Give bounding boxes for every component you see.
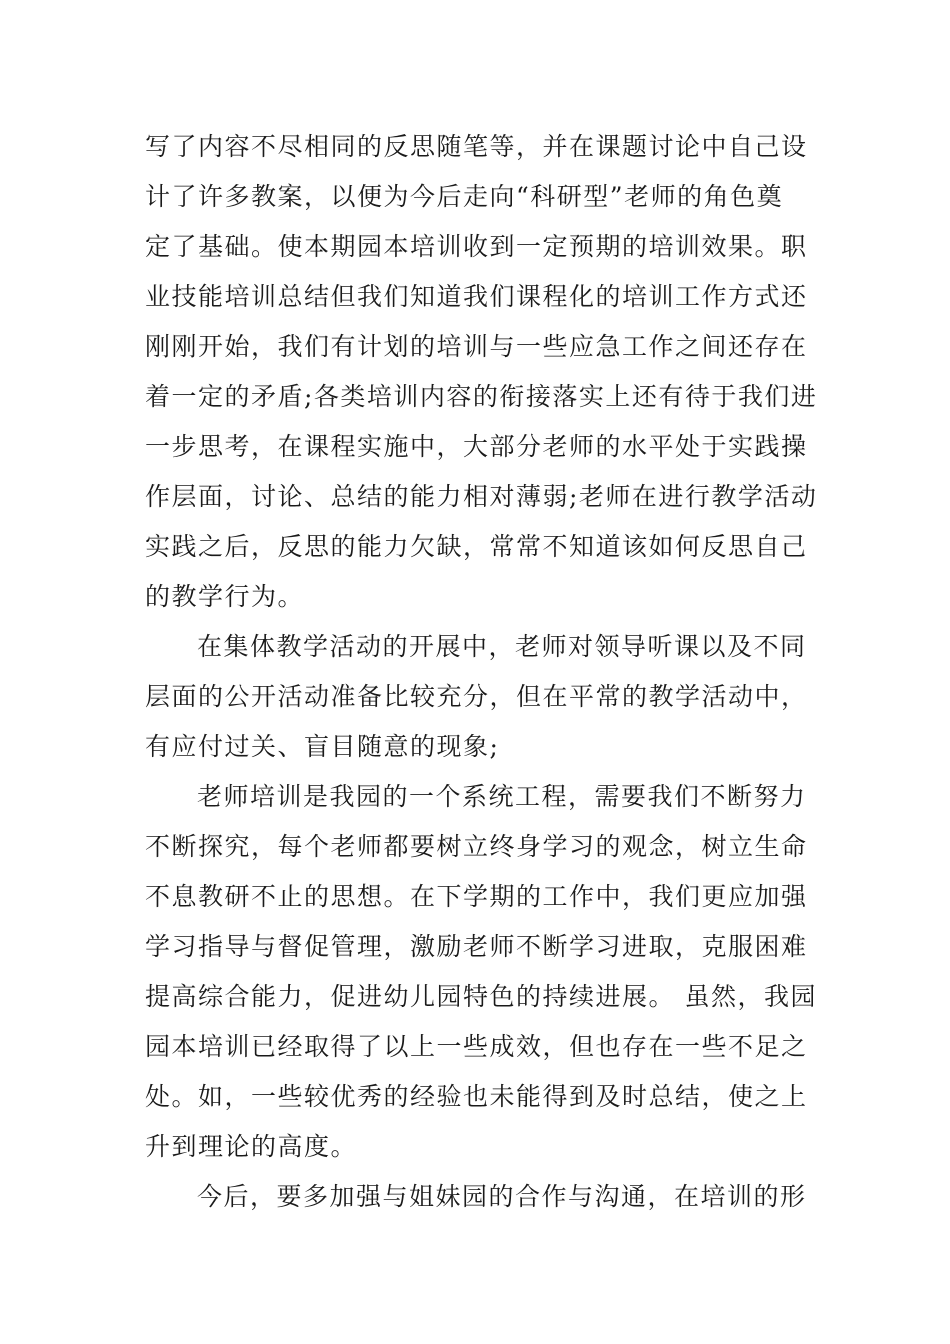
- text-line: 不断探究，每个老师都要树立终身学习的观念，树立生命: [145, 832, 808, 861]
- text-line: 园本培训已经取得了以上一些成效，但也存在一些不足之: [145, 1032, 808, 1061]
- text-line: 层面的公开活动准备比较充分，但在平常的教学活动中，: [145, 682, 808, 711]
- text-line: 刚刚开始，我们有计划的培训与一些应急工作之间还存在: [145, 332, 808, 361]
- text-line: 的教学行为。: [145, 582, 305, 611]
- text-line: 升到理论的高度。: [145, 1132, 358, 1161]
- text-line: 写了内容不尽相同的反思随笔等，并在课题讨论中自己设: [145, 132, 808, 161]
- text-line: 学习指导与督促管理，激励老师不断学习进取，克服困难: [145, 932, 808, 961]
- text-line: 有应付过关、盲目随意的现象;: [145, 732, 500, 761]
- text-line: 着一定的矛盾;各类培训内容的衔接落实上还有待于我们进: [145, 382, 818, 411]
- text-line: 一步思考，在课程实施中，大部分老师的水平处于实践操: [145, 432, 808, 461]
- document-body: [145, 122, 818, 1222]
- text-line: 业技能培训总结但我们知道我们课程化的培训工作方式还: [145, 282, 808, 311]
- text-line: 不息教研不止的思想。在下学期的工作中，我们更应加强: [145, 882, 808, 911]
- text-line: 处。如，一些较优秀的经验也未能得到及时总结，使之上: [145, 1082, 808, 1111]
- paragraph-first-line: 今后，要多加强与姐妹园的合作与沟通，在培训的形: [197, 1182, 807, 1211]
- paragraph-first-line: 在集体教学活动的开展中，老师对领导听课以及不同: [197, 632, 807, 661]
- text-line: 实践之后，反思的能力欠缺，常常不知道该如何反思自己: [145, 532, 808, 561]
- text-line: 计了许多教案，以便为今后走向“科研型”老师的角色奠: [145, 182, 784, 211]
- text-line: 提高综合能力，促进幼儿园特色的持续进展。 虽然，我园: [145, 982, 817, 1011]
- text-line: 定了基础。使本期园本培训收到一定预期的培训效果。职: [145, 232, 808, 261]
- paragraph-first-line: 老师培训是我园的一个系统工程，需要我们不断努力: [197, 782, 807, 811]
- text-line: 作层面，讨论、总结的能力相对薄弱;老师在进行教学活动: [145, 482, 818, 511]
